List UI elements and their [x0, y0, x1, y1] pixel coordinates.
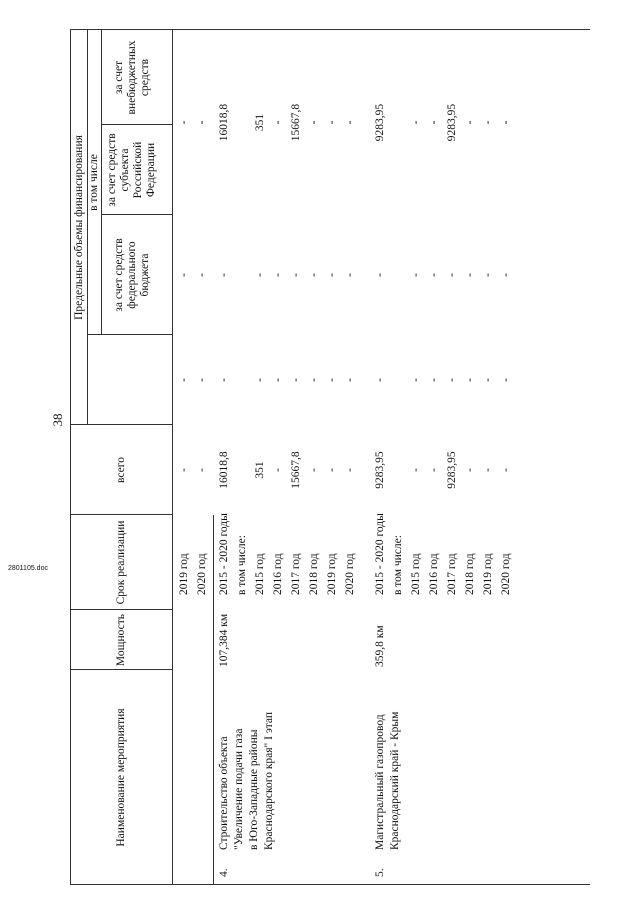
item-row-regional: - — [326, 273, 338, 277]
item-row-period: 2019 год — [326, 553, 338, 595]
page-number: 38 — [50, 413, 65, 427]
item-row-regional: - — [344, 273, 356, 277]
carryover-row-federal: - — [196, 378, 208, 382]
item-row-period: 2016 год — [272, 553, 284, 595]
item-row-extrabudget: 9283,95 — [374, 103, 386, 142]
item-row-extrabudget: 9283,95 — [446, 103, 458, 142]
item-row-period: 2020 год — [500, 553, 512, 595]
item-row-total: - — [344, 468, 356, 472]
item-row-extrabudget: 16018,8 — [218, 103, 230, 142]
item-row-regional: - — [446, 273, 458, 277]
carryover-divider — [213, 515, 214, 885]
item-row-regional: - — [290, 273, 302, 277]
item-row-federal: - — [500, 378, 512, 382]
item-row-period: 2018 год — [308, 553, 320, 595]
item-row-total: - — [326, 468, 338, 472]
header-period: Срок реализации — [115, 520, 127, 605]
header-extrabudget: за счет внебюджетных средств — [113, 40, 151, 115]
item-number: 5. — [374, 868, 386, 877]
item-row-federal: - — [326, 378, 338, 382]
incl-divider — [101, 30, 102, 335]
item-name-line: Краснодарский край - Крым — [389, 711, 401, 850]
item-row-total: - — [500, 468, 512, 472]
item-row-period: в том числе: — [392, 535, 404, 595]
col-divider-extrabudget — [101, 124, 172, 125]
item-row-regional: - — [464, 273, 476, 277]
item-row-total: 15667,8 — [290, 451, 302, 489]
item-row-period: 2016 год — [428, 553, 440, 595]
item-capacity: 359,8 км — [374, 625, 386, 667]
item-row-extrabudget: - — [308, 120, 320, 125]
item-row-federal: - — [464, 378, 476, 382]
col-divider-regional — [101, 214, 172, 215]
item-name-line: Строительство объекта — [218, 736, 230, 850]
item-row-extrabudget: - — [428, 120, 440, 125]
item-row-period: 2017 год — [446, 553, 458, 595]
item-row-total: 351 — [254, 461, 266, 479]
item-row-period: 2015 год — [410, 553, 422, 595]
item-row-regional: - — [500, 273, 512, 277]
item-row-federal: - — [308, 378, 320, 382]
table-top-border — [70, 30, 71, 885]
item-row-federal: - — [218, 378, 230, 382]
item-row-regional: - — [482, 273, 494, 277]
header-capacity: Мощность — [115, 613, 127, 667]
header-regional: за счет средств субъекта Российской Федерации — [106, 133, 157, 207]
item-capacity: 107,384 км — [218, 613, 230, 667]
item-row-regional: - — [374, 273, 386, 277]
item-row-period: 2020 год — [344, 553, 356, 595]
item-row-total: - — [428, 468, 440, 472]
item-row-extrabudget: - — [326, 120, 338, 125]
item-row-extrabudget: - — [344, 120, 356, 125]
item-name-line: Магистральный газопровод — [374, 714, 386, 850]
header-bottom-border — [172, 30, 173, 885]
item-row-total: - — [308, 468, 320, 472]
carryover-row-period: 2020 год — [196, 553, 208, 595]
item-row-period: 2015 - 2020 годы — [374, 513, 386, 595]
item-name-line: в Юго-Западные районы — [248, 729, 260, 850]
item-row-federal: - — [254, 378, 266, 382]
item-row-federal: - — [374, 378, 386, 382]
item-row-total: 16018,8 — [218, 451, 230, 489]
item-row-federal: - — [482, 378, 494, 382]
item-row-extrabudget: - — [410, 120, 422, 125]
item-row-federal: - — [272, 378, 284, 382]
item-row-period: в том числе: — [236, 535, 248, 595]
item-row-extrabudget: - — [482, 120, 494, 125]
item-row-period: 2015 год — [254, 553, 266, 595]
item-row-total: - — [272, 468, 284, 472]
item-row-federal: - — [344, 378, 356, 382]
item-row-regional: - — [254, 273, 266, 277]
item-number: 4. — [218, 868, 230, 877]
item-name-line: Краснодарского края" I этап — [263, 711, 275, 850]
carryover-row-extrabudget: - — [178, 120, 190, 125]
item-row-extrabudget: - — [500, 120, 512, 125]
item-row-total: 9283,95 — [446, 451, 458, 489]
item-row-total: 9283,95 — [374, 451, 386, 489]
header-including: в том числе — [88, 154, 100, 211]
document-page — [50, 30, 590, 885]
carryover-row-total: - — [178, 468, 190, 472]
carryover-row-total: - — [196, 468, 208, 472]
header-total: всего — [115, 457, 127, 483]
item-row-total: - — [464, 468, 476, 472]
table-left-border — [70, 884, 590, 885]
header-name: Наименование мероприятия — [115, 708, 127, 847]
item-row-federal: - — [410, 378, 422, 382]
item-row-extrabudget: 15667,8 — [290, 103, 302, 142]
item-row-total: - — [410, 468, 422, 472]
item-row-federal: - — [428, 378, 440, 382]
carryover-row-regional: - — [178, 273, 190, 277]
item-row-period: 2017 год — [290, 553, 302, 595]
carryover-row-federal: - — [178, 378, 190, 382]
item-name-line: "Увеличение подачи газа — [233, 728, 245, 850]
item-row-regional: - — [428, 273, 440, 277]
document-code: 2801105.doc — [8, 565, 48, 572]
item-row-extrabudget: - — [272, 120, 284, 125]
carryover-row-period: 2019 год — [178, 553, 190, 595]
item-row-period: 2019 год — [482, 553, 494, 595]
carryover-row-extrabudget: - — [196, 120, 208, 125]
item-row-total: - — [482, 468, 494, 472]
header-federal: за счет средств федерального бюджета — [113, 238, 151, 312]
item-row-regional: - — [410, 273, 422, 277]
item-row-federal: - — [446, 378, 458, 382]
item-row-regional: - — [218, 273, 230, 277]
item-row-extrabudget: 351 — [254, 113, 266, 132]
carryover-row-regional: - — [196, 273, 208, 277]
item-row-regional: - — [308, 273, 320, 277]
item-row-period: 2015 - 2020 годы — [218, 513, 230, 595]
item-row-federal: - — [290, 378, 302, 382]
item-row-period: 2018 год — [464, 553, 476, 595]
item-row-extrabudget: - — [464, 120, 476, 125]
header-funding-group: Предельные объемы финансирования — [73, 135, 85, 320]
item-row-regional: - — [272, 273, 284, 277]
